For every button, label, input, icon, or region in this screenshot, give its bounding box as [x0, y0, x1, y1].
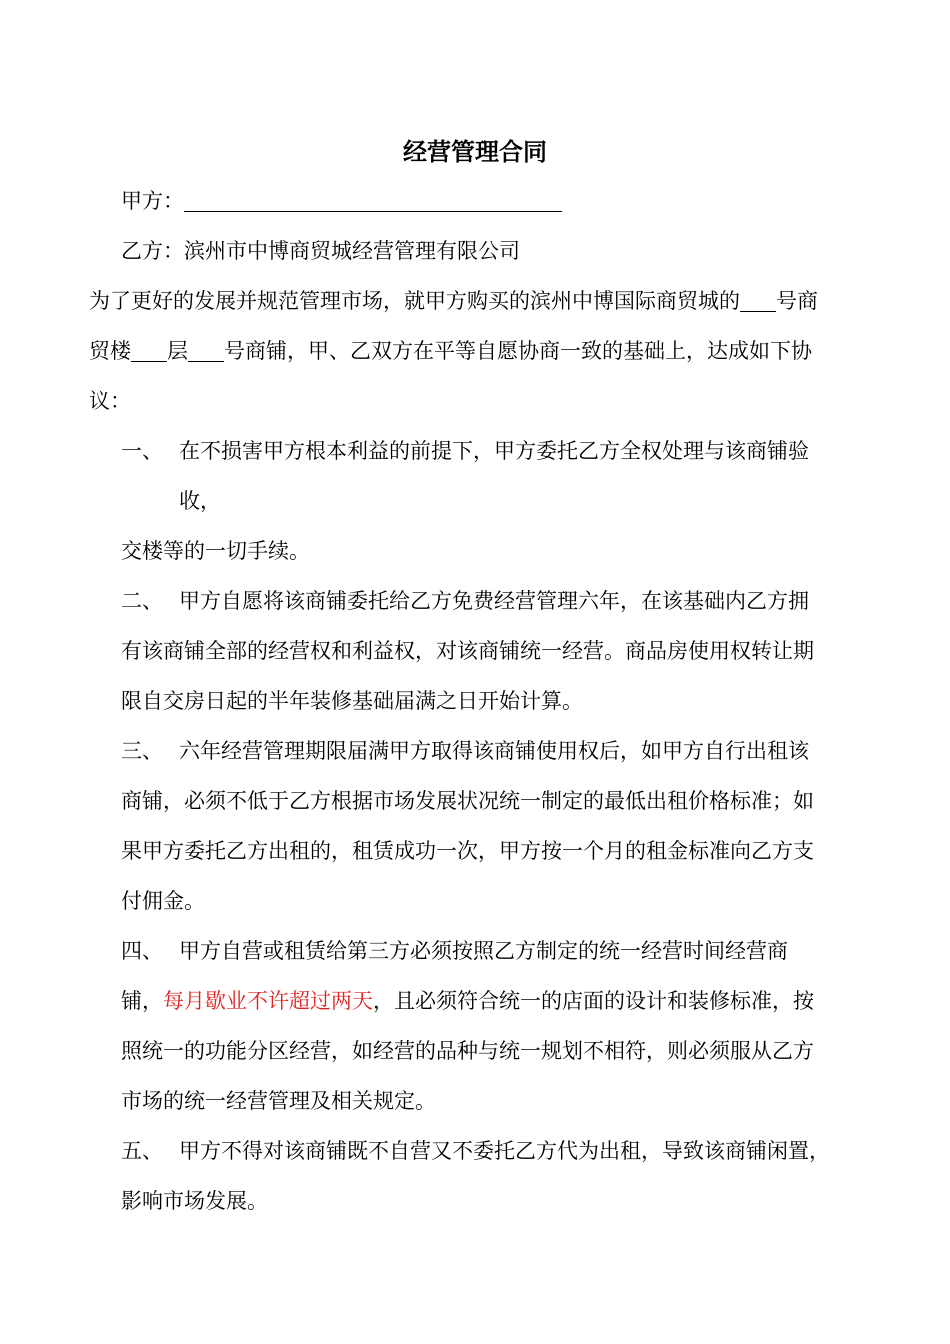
- intro-text: 号商: [776, 289, 818, 313]
- clause-4-line-3: 照统一的功能分区经营，如经营的品种与统一规划不相符，则必须服从乙方: [121, 1039, 814, 1063]
- clause-2-line-3: 限自交房日起的半年装修基础届满之日开始计算。: [121, 689, 583, 713]
- clause-1-line-3: 交楼等的一切手续。: [121, 539, 310, 563]
- clause-3-number: 三、: [121, 739, 163, 763]
- clause-3-line-1: 六年经营管理期限届满甲方取得该商铺使用权后，如甲方自行出租该: [179, 739, 809, 763]
- clause-4-number: 四、: [121, 939, 163, 963]
- clause-5-line-2: 影响市场发展。: [121, 1189, 268, 1213]
- party-a-blank: [184, 189, 562, 212]
- clause-1-line-2: 收，: [179, 489, 221, 513]
- intro-line-3: 议：: [89, 389, 131, 413]
- clause-4-line-1: 甲方自营或租赁给第三方必须按照乙方制定的统一经营时间经营商: [179, 939, 788, 963]
- shop-number-blank: [188, 339, 224, 362]
- party-b-line: 乙方：滨州市中博商贸城经营管理有限公司: [121, 239, 520, 263]
- clause-1-number: 一、: [121, 439, 163, 463]
- clause-2-line-1: 甲方自愿将该商铺委托给乙方免费经营管理六年，在该基础内乙方拥: [179, 589, 809, 613]
- clause-2-line-2: 有该商铺全部的经营权和利益权，对该商铺统一经营。商品房使用权转让期: [121, 639, 814, 663]
- clause-3-line-2: 商铺，必须不低于乙方根据市场发展状况统一制定的最低出租价格标准；如: [121, 789, 814, 813]
- intro-text: 层: [167, 339, 188, 363]
- clause-5-line-1: 甲方不得对该商铺既不自营又不委托乙方代为出租，导致该商铺闲置，: [179, 1139, 830, 1163]
- intro-line-2: [89, 336, 812, 366]
- clause-4-line-2: [121, 986, 814, 1016]
- document-title: 经营管理合同: [403, 137, 547, 166]
- party-a-line: [121, 186, 562, 216]
- clause-3-line-3: 果甲方委托乙方出租的，租赁成功一次，甲方按一个月的租金标准向乙方支: [121, 839, 814, 863]
- clause-5-number: 五、: [121, 1139, 163, 1163]
- clause-1-line-1: 在不损害甲方根本利益的前提下，甲方委托乙方全权处理与该商铺验: [179, 439, 809, 463]
- highlighted-text: 每月歇业不许超过两天: [163, 989, 373, 1013]
- clause-3-line-4: 付佣金。: [121, 889, 205, 913]
- intro-line-1: [89, 286, 818, 316]
- party-a-label: 甲方：: [121, 189, 184, 213]
- intro-text: 为了更好的发展并规范管理市场，就甲方购买的滨州中博国际商贸城的: [89, 289, 740, 313]
- clause-text: 铺，: [121, 989, 163, 1013]
- clause-2-number: 二、: [121, 589, 163, 613]
- intro-text: 贸楼: [89, 339, 131, 363]
- intro-text: 号商铺，甲、乙双方在平等自愿协商一致的基础上，达成如下协: [224, 339, 812, 363]
- clause-4-line-4: 市场的统一经营管理及相关规定。: [121, 1089, 436, 1113]
- clause-text: ，且必须符合统一的店面的设计和装修标准，按: [373, 989, 814, 1013]
- building-number-blank: [740, 289, 776, 312]
- floor-blank: [131, 339, 167, 362]
